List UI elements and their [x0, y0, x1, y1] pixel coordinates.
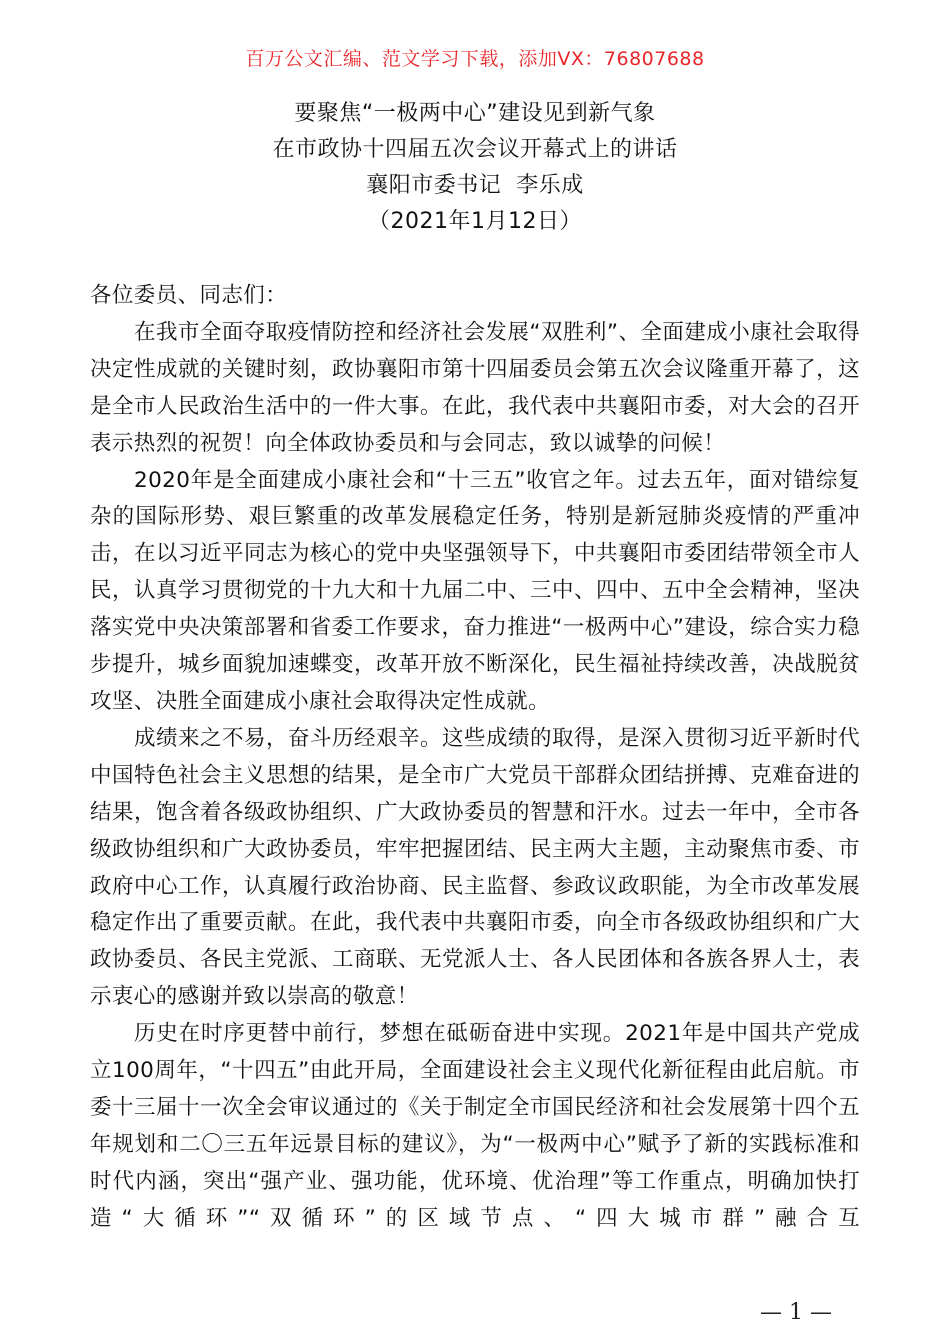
paragraph: 2020年是全面建成小康社会和“十三五”收官之年。过去五年，面对错综复杂的国际形势、艰巨繁重的改革发展稳定任务，特别是新冠肺炎疫情的严重冲击，在以习近平同志为核心的党中央坚强领导下，中共襄阳市委团结带领全市人民，认真学习贯彻党的十九大和十九届二中、三中、四中、五中全会精神，坚决落实党中央决策部署和省委工作要求，奋力推进“一极两中心”建设，综合实力稳步提升，城乡面貌加速蝶变，改革开放不断深化，民生福祉持续改善，决战脱贫攻坚、决胜全面建成小康社会取得决定性成就。 — [90, 467, 860, 714]
date-line: （2021年1月12日） — [368, 209, 582, 234]
document-title: 要聚焦“一极两中心”建设见到新气象 — [294, 101, 656, 126]
watermark-banner: 百万公文汇编、范文学习下载，添加VX：76807688 — [245, 48, 705, 70]
document-heading — [0, 96, 950, 240]
document-subtitle: 在市政协十四届五次会议开幕式上的讲话 — [272, 137, 678, 162]
document-body — [90, 278, 860, 1238]
paragraph: 在我市全面夺取疫情防控和经济社会发展“双胜利”、全面建成小康社会取得决定性成就的关键时刻，政协襄阳市第十四届委员会第五次会议隆重开幕了，这是全市人民政治生活中的一件大事。在此，我代表中共襄阳市委，对大会的召开表示热烈的祝贺！向全体政协委员和与会同志，致以诚挚的问候！ — [90, 319, 860, 456]
salutation: 各位委员、同志们： — [90, 283, 288, 308]
paragraph: 历史在时序更替中前行，梦想在砥砺奋进中实现。2021年是中国共产党成立100周年，“十四五”由此开局，全面建设社会主义现代化新征程由此启航。市委十三届十一次全会审议通过的《关于制定全市国民经济和社会发展第十四个五年规划和二〇三五年远景目标的建议》，为“一极两中心”赋予了新的实践标准和时代内涵，突出“强产业、强功能，优环境、优治理”等工作重点，明确加快打造“大循环”“双循环”的区域节点、“四大城市群”融合互 — [90, 1021, 860, 1231]
page-number: — 1 — — [760, 1300, 832, 1325]
speaker-line: 襄阳市委书记 李乐成 — [366, 173, 584, 198]
paragraph: 成绩来之不易，奋斗历经艰辛。这些成绩的取得，是深入贯彻习近平新时代中国特色社会主义思想的结果，是全市广大党员干部群众团结拼搏、克难奋进的结果，饱含着各级政协组织、广大政协委员的智慧和汗水。过去一年中，全市各级政协组织和广大政协委员，牢牢把握团结、民主两大主题，主动聚焦市委、市政府中心工作，认真履行政治协商、民主监督、参政议政职能，为全市改革发展稳定作出了重要贡献。在此，我代表中共襄阳市委，向全市各级政协组织和广大政协委员、各民主党派、工商联、无党派人士、各人民团体和各族各界人士，表示衷心的感谢并致以崇高的敬意！ — [90, 725, 860, 1010]
